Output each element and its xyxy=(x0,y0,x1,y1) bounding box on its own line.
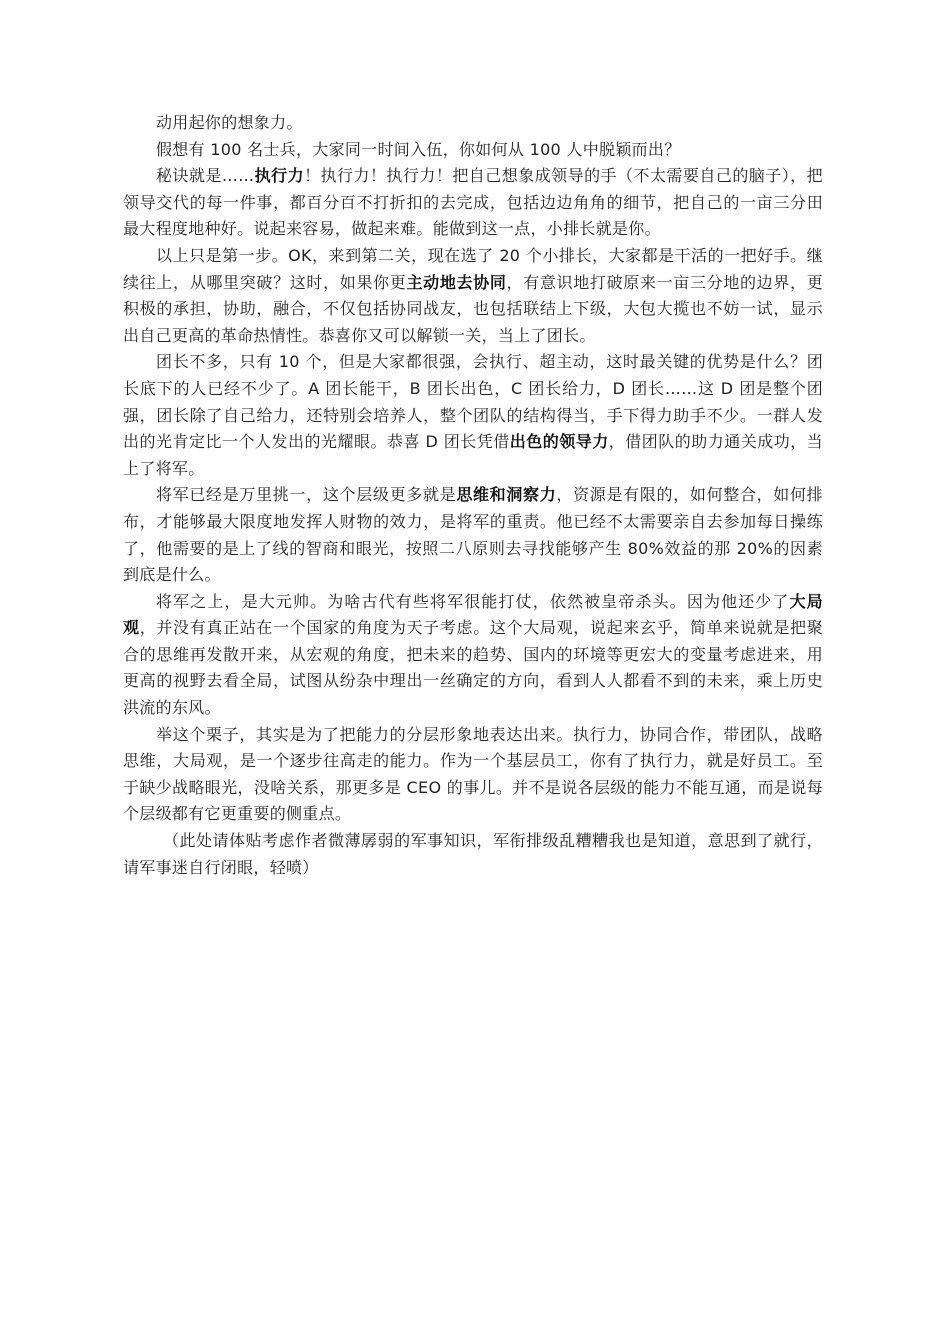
bold-keyword-insight: 思维和洞察力 xyxy=(456,485,557,505)
paragraph-text: 将军已经是万里挑一，这个层级更多就是 xyxy=(156,485,457,505)
paragraph-insight xyxy=(123,482,823,588)
paragraph-leadership xyxy=(123,349,823,482)
paragraph-text: ，并没有真正站在一个国家的角度为天子考虑。这个大局观，说起来玄乎，简单来说就是把聚合的思维再发散开来，从宏观的角度，把未来的趋势、国内的环境等更宏大的变量考虑进来，用更高的视野去看全局，试图从纷杂中理出一丝确定的方向，看到人人都看不到的未来，乘上历史洪流的东风。 xyxy=(123,618,823,718)
bold-keyword-leadership: 出色的领导力 xyxy=(509,432,609,452)
bold-keyword-collaboration: 主动地去协同 xyxy=(406,272,507,292)
bold-keyword-execution: 执行力 xyxy=(254,166,305,186)
paragraph-text: 动用起你的想象力。 xyxy=(156,113,303,132)
paragraph-text: 举这个栗子，其实是为了把能力的分层形象地表达出来。执行力，协同合作，带团队，战略思维，大局观，是一个逐步往高走的能力。作为一个基层员工，你有了执行力，就是好员工。至于缺少战略眼光，没啥关系，那更多是 CEO 的事儿。并不是说各层级的能力不能互通，而是说每个层级都有它更重要的侧重点。 xyxy=(123,724,823,824)
paragraph-text: 秘诀就是…… xyxy=(156,166,255,186)
paragraph-imagination xyxy=(123,110,823,137)
paragraph-text: ，借团队的助力通关成功，当上了将军。 xyxy=(123,432,823,478)
paragraph-big-picture xyxy=(123,589,823,722)
paragraph-collaboration xyxy=(123,243,823,349)
paragraph-text: ！执行力！执行力！把自己想象成领导的手（不太需要自己的脑子），把领导交代的每一件事，都百分百不打折扣的去完成，包括边边角角的细节，把自己的一亩三分田最大程度地种好。说起来容易，做起来难。能做到这一点，小排长就是你。 xyxy=(123,166,823,239)
paragraph-text: （此处请体贴考虑作者微薄孱弱的军事知识，军衔排级乱糟糟我也是知道，意思到了就行，请军事迷自行闭眼，轻喷） xyxy=(123,831,823,877)
paragraph-text: 将军之上，是大元帅。为啥古代有些将军很能打仗，依然被皇帝杀头。因为他还少了 xyxy=(156,591,790,611)
paragraph-text: 以上只是第一步。OK，来到第二关，现在选了 20 个小排长，大家都是干活的一把好手。继续往上，从哪里突破？这时，如果你更 xyxy=(123,245,823,292)
paragraph-summary xyxy=(123,722,823,828)
paragraph-text: ，有意识地打破原来一亩三分地的边界，更积极的承担，协助，融合，不仅包括协同战友，也包括联结上下级，大包大揽也不妨一试，显示出自己更高的革命热情性。恭喜你又可以解锁一关，当上了团长。 xyxy=(123,272,823,345)
paragraph-soldiers xyxy=(123,137,823,164)
paragraph-execution xyxy=(123,163,823,243)
paragraph-author-note xyxy=(123,828,823,881)
bold-keyword-big-picture: 大局观 xyxy=(123,591,823,638)
paragraph-text: 假想有 100 名士兵，大家同一时间入伍，你如何从 100 人中脱颖而出？ xyxy=(156,139,681,159)
paragraph-text: 团长不多，只有 10 个，但是大家都很强，会执行、超主动，这时最关键的优势是什么？团长底下的人已经不少了。A 团长能干，B 团长出色，C 团长给力，D 团长……这 D 团是整个团强，团长除了自己给力，还特别会培养人，整个团队的结构得当，手下得力助手不少。一群人发出的光肯定比一个人发出的光耀眼。恭喜 D 团长凭借 xyxy=(123,352,823,452)
document-page xyxy=(123,110,823,881)
paragraph-text: ，资源是有限的，如何整合，如何排布，才能够最大限度地发挥人财物的效力，是将军的重责。他已经不太需要亲自去参加每日操练了，他需要的是上了线的智商和眼光，按照二八原则去寻找能够产生 80%效益的那 20%的因素到底是什么。 xyxy=(123,485,823,585)
